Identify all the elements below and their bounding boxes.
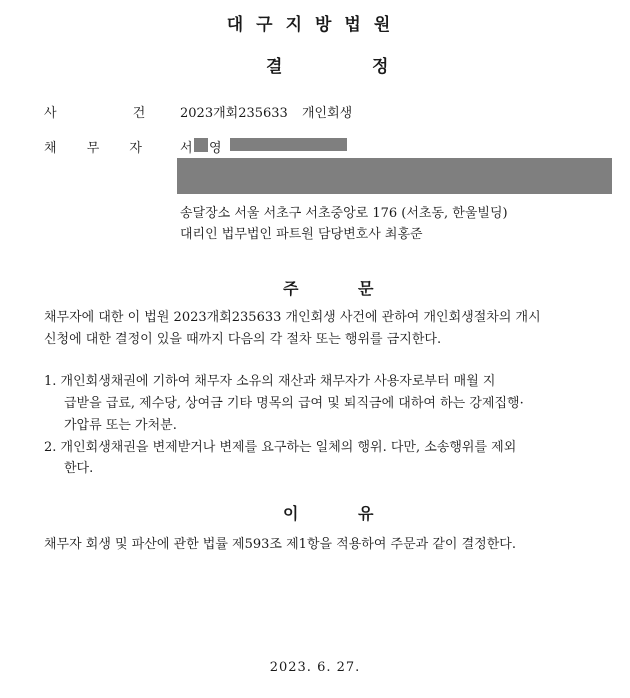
debtor-name-first: 서 — [180, 141, 193, 156]
reason-heading-part2: 유 — [358, 504, 374, 523]
case-label: 사 건 — [44, 106, 182, 121]
order-heading-part1: 주 — [283, 279, 299, 298]
order-intro-line-2: 신청에 대한 결정이 있을 때까지 다음의 각 절차 또는 행위를 금지한다. — [44, 332, 442, 347]
order-item-1-line-1: 1. 개인회생채권에 기하여 채무자 소유의 재산과 채무자가 사용자로부터 매월 지 — [44, 374, 496, 389]
reason-text: 채무자 회생 및 파산에 관한 법률 제593조 제1항을 적용하여 주문과 같이 결정한다. — [44, 537, 516, 552]
order-heading-part2: 문 — [358, 279, 374, 298]
debtor-label: 채 무 자 — [44, 141, 155, 156]
order-intro-line-1: 채무자에 대한 이 법원 2023개회235633 개인회생 사건에 관하여 개인회생절차의 개시 — [44, 310, 541, 325]
case-number: 2023개회235633 — [180, 106, 288, 121]
document-title-part2: 정 — [372, 57, 389, 77]
order-item-2-line-1: 2. 개인회생채권을 변제받거나 변제를 요구하는 일체의 행위. 다만, 소송행위를 제외 — [44, 440, 517, 455]
document-title-part1: 결 — [266, 57, 283, 77]
id-redaction — [230, 138, 347, 151]
name-redaction — [194, 138, 208, 152]
order-item-1-line-2: 급받을 급료, 제수당, 상여금 기타 명목의 급여 및 퇴직금에 대하여 하는 강제집행· — [64, 396, 524, 411]
decision-date: 2023. 6. 27. — [269, 660, 361, 675]
order-item-1-line-3: 가압류 또는 가처분. — [64, 418, 177, 433]
representative: 대리인 법무법인 파트원 담당변호사 최홍준 — [180, 227, 423, 242]
case-type: 개인회생 — [302, 106, 353, 121]
address-redaction — [177, 158, 612, 194]
reason-heading-part1: 이 — [283, 504, 299, 523]
service-address: 송달장소 서울 서초구 서초중앙로 176 (서초동, 한울빌딩) — [180, 206, 508, 221]
order-item-2-line-2: 한다. — [64, 461, 94, 476]
debtor-name-last: 영 — [209, 141, 222, 156]
court-name: 대구지방법원 — [226, 15, 404, 35]
